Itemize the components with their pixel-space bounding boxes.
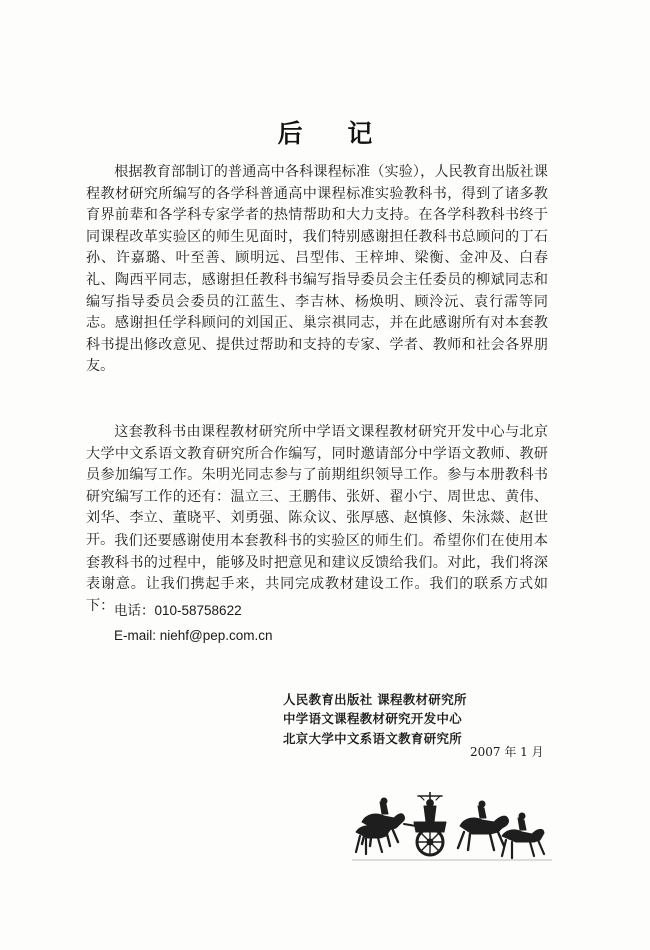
publication-date: 2007 年 1 月 (470, 745, 544, 759)
bronze-chariot-illustration (352, 792, 552, 862)
signature-block (283, 690, 467, 748)
signature-line: 北京大学中文系语文教育研究所 (283, 730, 463, 746)
signature-line: 中学语文课程教材研究开发中心 (283, 711, 463, 727)
contact-phone: 电话：010-58758622 (114, 603, 242, 618)
paragraph-text: 我们还要感谢使用本套教科书的实验区的师生们。希望你们在使用本套教科书的过程中，能够及时把意见和建议反馈给我们。对此，我们将深表谢意。让我们携起手来，共同完成教材建设工作。我们的联系方式如下： (86, 533, 548, 614)
paragraph-acknowledgements (86, 162, 548, 378)
signature-line: 人民教育出版社 课程教材研究所 (283, 692, 467, 707)
paragraph-text: 根据教育部制订的普通高中各科课程标准（实验），人民教育出版社课程教材研究所编写的各学科普通高中课程标准实验教科书，得到了诸多教育界前辈和各学科专家学者的热情帮助和大力支持。在各学科教科书终于同课程改革实验区的师生见面时，我们特别感谢担任教科书总顾问的丁石孙、许嘉璐、叶至善、顾明远、吕型伟、王梓坤、梁衡、金冲及、白春礼、陶西平同志，感谢担任教科书编写指导委员会主任委员的柳斌同志和编写指导委员会委员的江蓝生、李吉林、杨焕明、顾泠沅、袁行霈等同志。感谢担任学科顾问的刘国正、巢宗祺同志，并在此感谢所有对本套教科书提出修改意见、提供过帮助和支持的专家、学者、教师和社会各界朋友。 (86, 164, 548, 375)
paragraph-text: 这套教科书由课程教材研究所中学语文课程教材研究开发中心与北京大学中文系语文教育研究所合作编写，同时邀请部分中学语文教师、教研员参加编写工作。朱明光同志参与了前期组织领导工作。参与本册教科书研究编写工作的还有：温立三、王鹏伟、张妍、翟小宁、周世忠、黄伟、刘华、李立、董晓平、刘勇强、陈众议、张厚感、赵慎修、朱泳燚、赵世开。 (86, 424, 548, 548)
page-title: 后 记 (277, 119, 391, 148)
contact-email: E-mail: niehf@pep.com.cn (114, 628, 273, 643)
